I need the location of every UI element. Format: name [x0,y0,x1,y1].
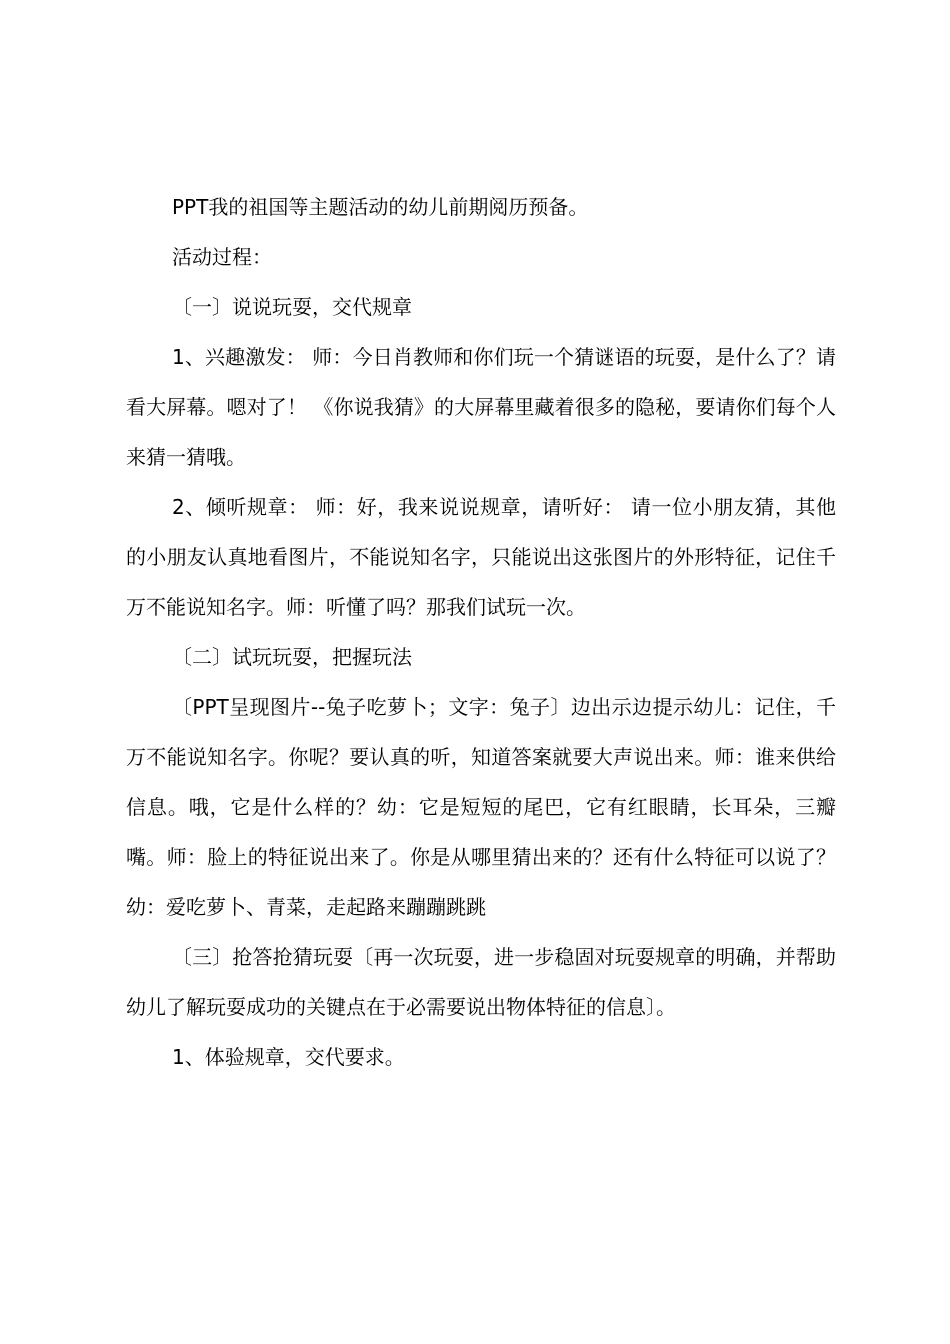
paragraph-experience-rules: 1、体验规章，交代要求。 [172,1045,405,1069]
paragraph-section-two-heading: 〔二〕试玩玩耍，把握玩法 [172,645,412,669]
paragraph-interest: 1、兴趣激发： 师：今日肖教师和你们玩一个猜谜语的玩耍，是什么了？请看大屏幕。嗯对了！ 《你说我猜》的大屏幕里藏着很多的隐秘，要请你们每个人来猜一猜哦。 [126,345,836,469]
document-body [126,182,836,1082]
paragraph-process-heading: 活动过程： [172,245,272,269]
paragraph-preparation: PPT我的祖国等主题活动的幼儿前期阅历预备。 [172,195,589,219]
paragraph-section-one-heading: 〔一〕说说玩耍，交代规章 [172,295,412,319]
paragraph-section-three: 〔三〕抢答抢猜玩耍〔再一次玩耍，进一步稳固对玩耍规章的明确，并帮助幼儿了解玩耍成功的关键点在于必需要说出物体特征的信息〕。 [126,945,836,1019]
paragraph-rules: 2、倾听规章： 师：好，我来说说规章，请听好： 请一位小朋友猜，其他的小朋友认真地看图片，不能说知名字，只能说出这张图片的外形特征，记住千万不能说知名字。师：听懂了吗？那我们试玩一次。 [126,495,836,619]
paragraph-trial: 〔PPT呈现图片--兔子吃萝卜；文字：兔子〕边出示边提示幼儿：记住，千万不能说知名字。你呢？要认真的听，知道答案就要大声说出来。师：谁来供给信息。哦，它是什么样的？幼：它是短短的尾巴，它有红眼睛，长耳朵，三瓣嘴。师：脸上的特征说出来了。你是从哪里猜出来的？还有什么特征可以说了？幼：爱吃萝卜、青菜，走起路来蹦蹦跳跳 [126,695,836,919]
